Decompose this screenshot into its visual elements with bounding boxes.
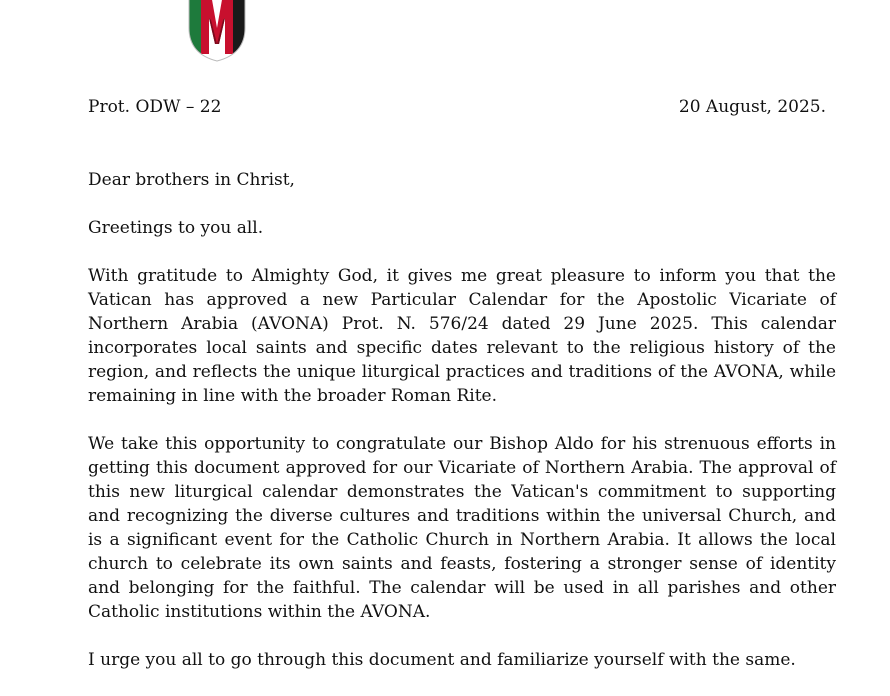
paragraph-approval: With gratitude to Almighty God, it gives me great pleasure to inform you that the Vatican has approved a new Particular Calendar for the Apostolic Vicariate of Northern Arabia (AVONA) Prot. N. 576/24 dated 29 June 2025. This calendar incorporates local saints and specific dates relevant to the religious history of the region, and reflects the unique liturgical practices and traditions of the AVONA, while remaining in line with the broader Roman Rite. [88,266,836,406]
paragraph-congratulations: We take this opportunity to congratulate our Bishop Aldo for his strenuous efforts in getting this document approved for our Vicariate of Northern Arabia. The approval of this new liturgical calendar demonstrates the Vatican's commitment to supporting and recognizing the diverse cultures and traditions within the universal Church, and is a significant event for the Catholic Church in Northern Arabia. It allows the local church to celebrate its own saints and feasts, fostering a stronger sense of identity and belonging for the faithful. The calendar will be used in all parishes and other Catholic institutions within the AVONA. [88,434,836,622]
protocol-reference: Prot. ODW – 22 [88,97,222,117]
letter-header [88,96,826,118]
letter-body [88,168,836,696]
greeting: Greetings to you all. [88,218,264,238]
faded-letterhead [285,0,755,8]
vicariate-logo-icon [183,0,251,62]
paragraph-urge: I urge you all to go through this document and familiarize yourself with the same. [88,650,796,670]
salutation: Dear brothers in Christ, [88,170,295,190]
letter-date: 20 August, 2025. [678,97,826,117]
